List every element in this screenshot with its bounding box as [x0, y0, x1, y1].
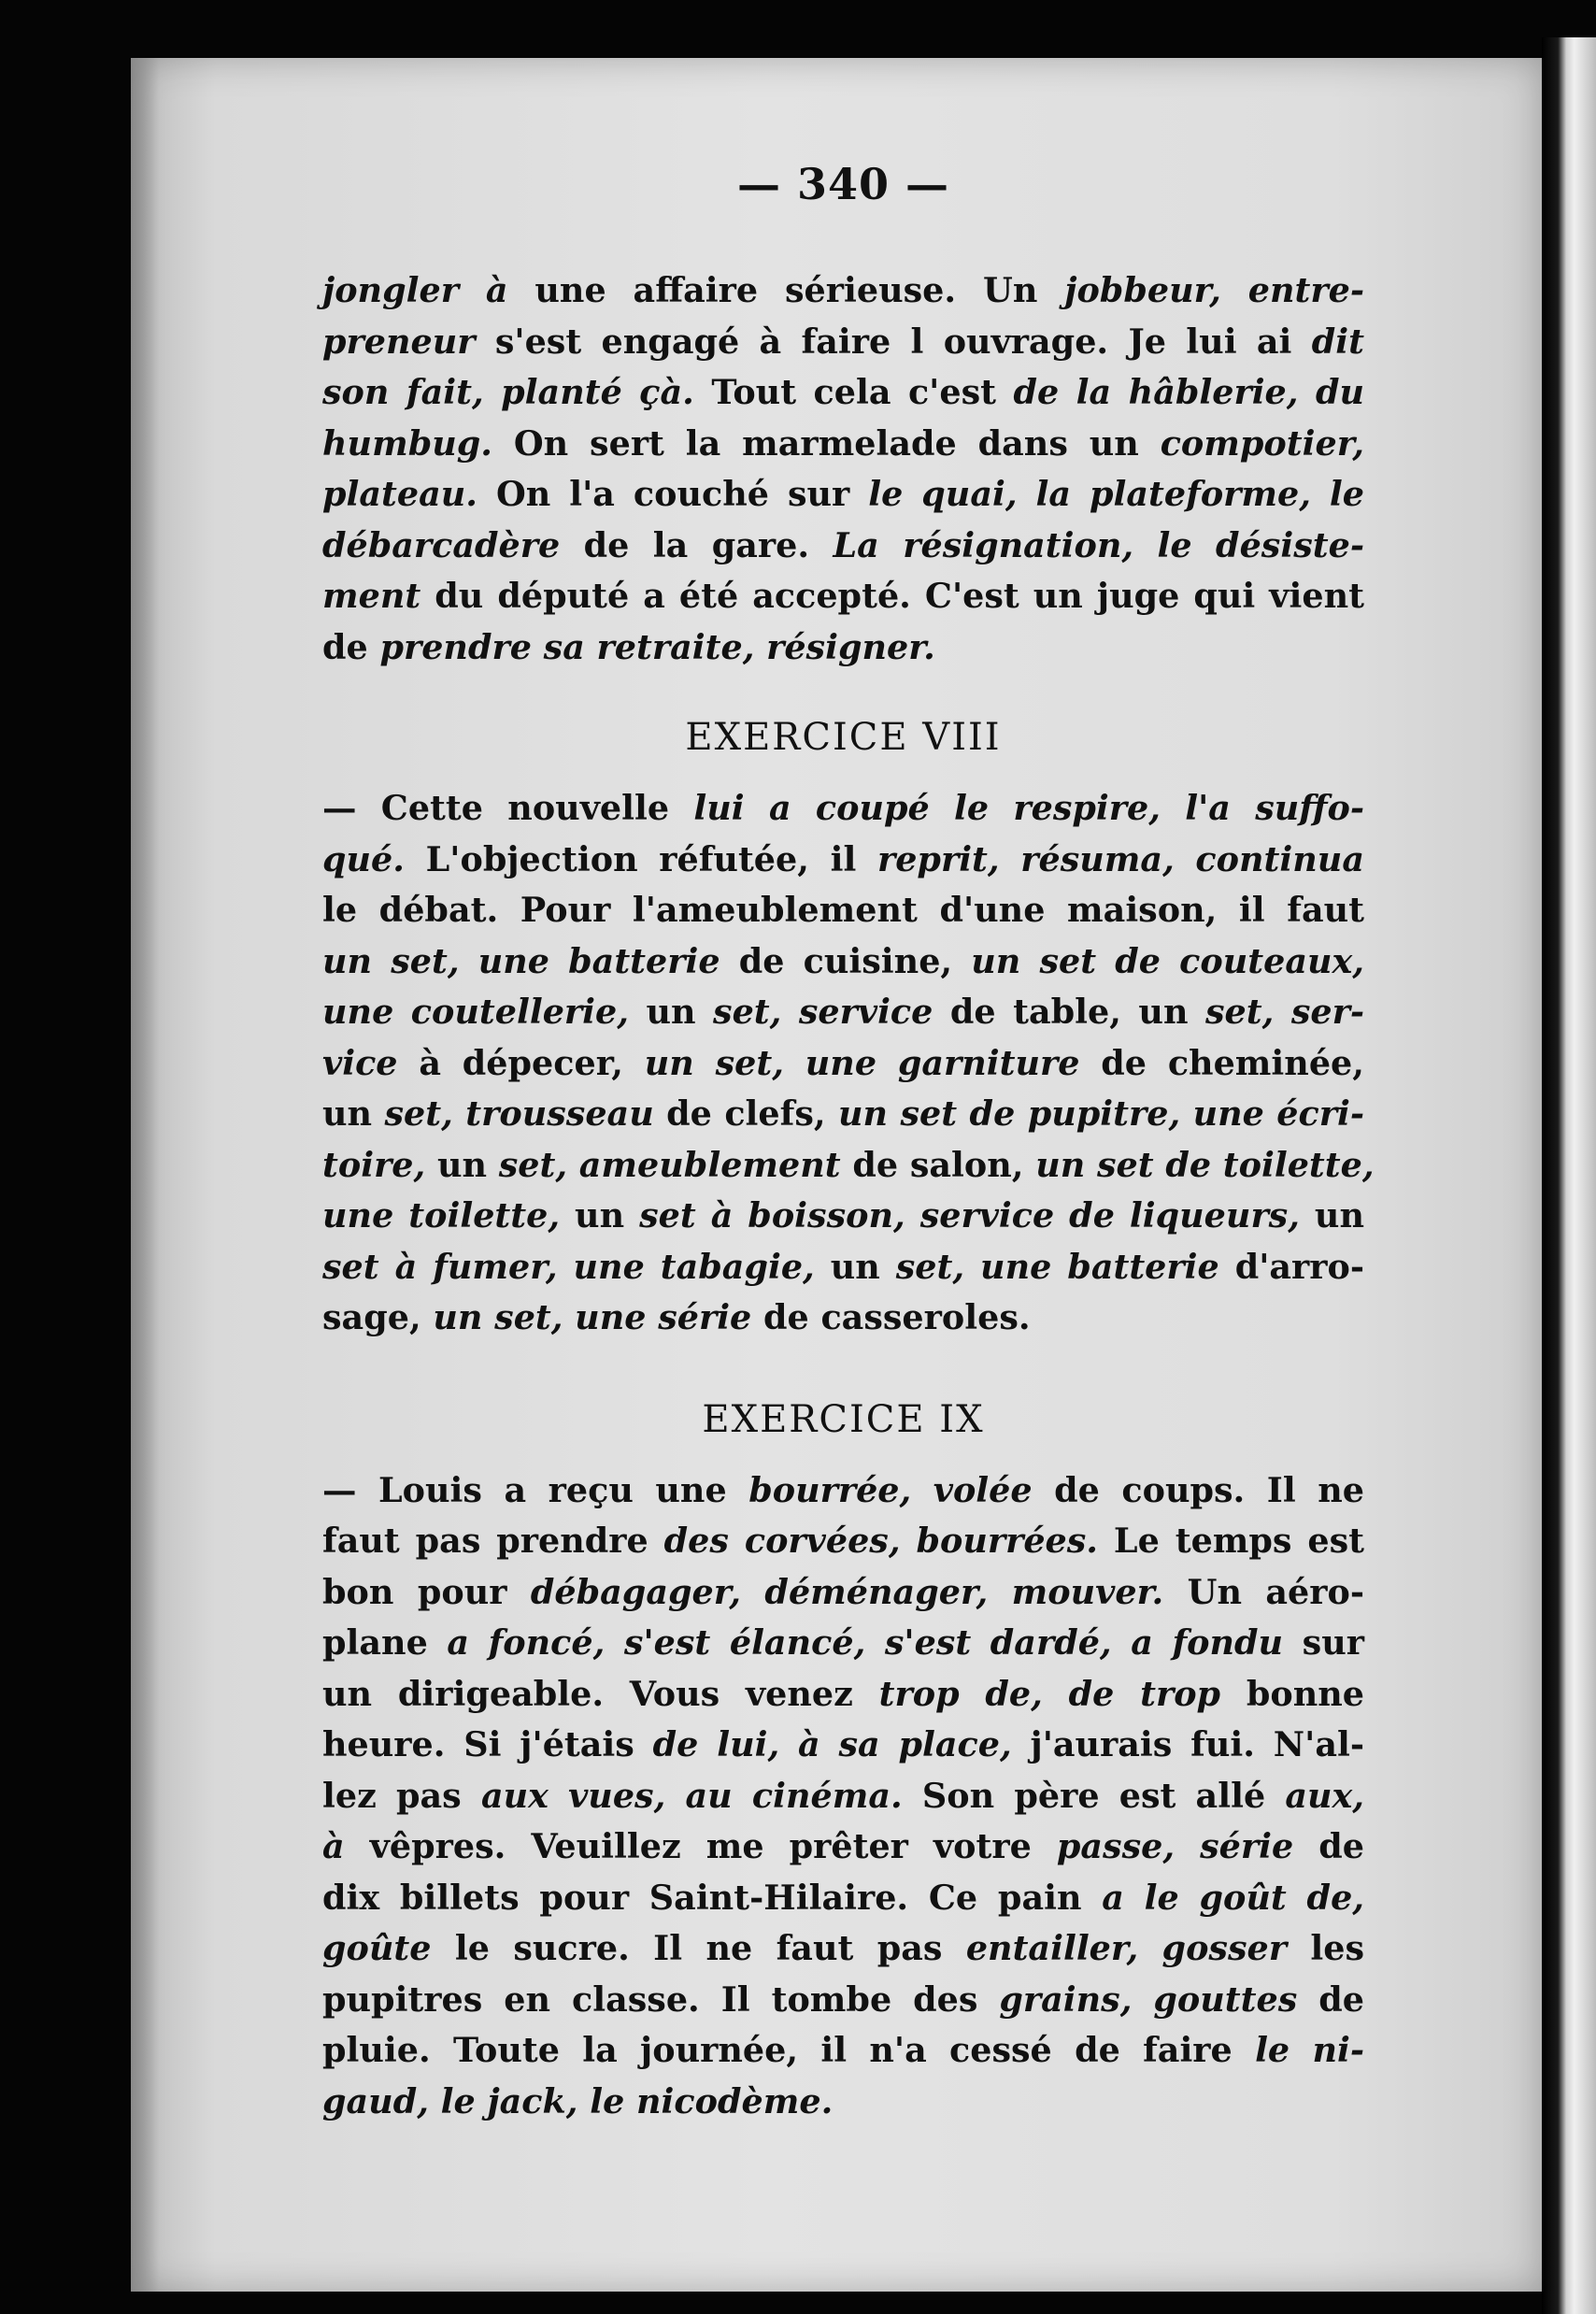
italic-term: goûte: [322, 1928, 432, 1968]
text-run: — Louis a reçu une: [322, 1469, 749, 1510]
text-line: [322, 2077, 1364, 2128]
paragraph-1: [322, 265, 1364, 673]
italic-term: humbug.: [322, 422, 492, 464]
italic-term: le quai, la plateforme, le: [868, 474, 1364, 514]
text-line: [322, 1516, 1364, 1567]
italic-term: une coutellerie,: [322, 992, 629, 1032]
text-line: [322, 622, 1364, 674]
italic-term: prendre sa retraite, résigner.: [379, 626, 935, 667]
text-run: — Cette nouvelle: [322, 788, 694, 828]
text-run: une affaire sérieuse. Un: [507, 270, 1065, 310]
text-line: [322, 571, 1364, 622]
text-run: de casseroles.: [751, 1297, 1031, 1337]
text-run: les: [1286, 1928, 1364, 1968]
italic-term: set, service: [713, 992, 933, 1032]
italic-term: aux,: [1285, 1775, 1365, 1816]
italic-term: de la hâblerie, du: [1013, 372, 1365, 412]
text-line: [322, 1720, 1364, 1771]
text-line: [322, 1089, 1364, 1140]
text-run: dix billets pour Saint-Hilaire. Ce pain: [322, 1877, 1103, 1918]
text-run: de: [1293, 1826, 1365, 1866]
italic-term: de lui, à sa place,: [652, 1724, 1012, 1764]
text-line: [322, 419, 1364, 470]
italic-term: bourrée, volée: [748, 1469, 1033, 1510]
text-run: vêpres. Veuillez me prêter votre: [344, 1826, 1057, 1866]
text-line: [322, 1465, 1364, 1517]
text-run: sur: [1283, 1622, 1364, 1663]
text-run: faut pas prendre: [322, 1521, 664, 1561]
exercise-8-heading: EXERCICE VIII: [685, 716, 1002, 759]
italic-term: entailler, gosser: [965, 1928, 1287, 1968]
paragraph-2: [322, 783, 1375, 1344]
italic-term: lui a coupé le respire, l'a suffo-: [693, 788, 1364, 828]
text-line: [322, 1567, 1364, 1619]
italic-term: vice: [322, 1042, 398, 1083]
italic-term: aux vues, au cinéma.: [480, 1775, 903, 1816]
text-line: [322, 1669, 1364, 1721]
text-line: [322, 317, 1364, 368]
italic-term: ment: [322, 576, 421, 616]
italic-term: grains, gouttes: [999, 1978, 1298, 2020]
italic-term: set à boisson, service de liqueurs,: [639, 1195, 1300, 1236]
text-line: [322, 2025, 1364, 2077]
text-run: le débat. Pour l'ameublement d'une maison, il faut: [322, 890, 1364, 930]
text-run: de table, un: [933, 992, 1205, 1032]
text-run: bon pour: [322, 1571, 531, 1612]
text-run: [459, 270, 486, 310]
italic-term: toire,: [322, 1144, 426, 1185]
page-left-shadow: [131, 58, 159, 2292]
text-run: de clefs,: [653, 1093, 839, 1134]
text-line: [322, 1975, 1364, 2026]
text-run: lez pas: [322, 1775, 481, 1816]
italic-term: un set, une batterie: [322, 940, 720, 981]
text-line: [322, 1293, 1364, 1344]
text-run: j'aurais fui. N'al-: [1011, 1724, 1364, 1764]
italic-term: trop de, de trop: [878, 1673, 1221, 1714]
text-line: [322, 835, 1364, 886]
text-run: un: [322, 1093, 385, 1134]
italic-term: à: [322, 1826, 345, 1866]
italic-term: une toilette,: [322, 1195, 561, 1236]
text-run: à dépecer,: [397, 1042, 645, 1083]
text-line: [322, 987, 1364, 1038]
text-run: Un aéro-: [1163, 1571, 1364, 1612]
text-run: Tout cela c'est: [693, 372, 1014, 412]
text-run: sage,: [322, 1297, 434, 1337]
text-run: Son père est allé: [902, 1775, 1286, 1816]
text-run: bonne: [1220, 1673, 1364, 1714]
italic-term: set, une batterie: [895, 1246, 1219, 1287]
italic-term: set, ameublement: [498, 1144, 841, 1185]
italic-term: La résignation, le désiste-: [833, 524, 1364, 565]
text-run: s'est engagé à faire l ouvrage. Je lui ai: [475, 321, 1312, 362]
text-run: un dirigeable. Vous venez: [322, 1673, 879, 1714]
text-run: de: [322, 626, 380, 667]
italic-term: compotier,: [1160, 422, 1364, 464]
italic-term: jobbeur, entre-: [1064, 270, 1364, 310]
text-run: du député a été accepté. C'est un juge qui vient: [420, 576, 1364, 616]
italic-term: le ni-: [1255, 2030, 1364, 2070]
italic-term: preneur: [322, 321, 476, 362]
italic-term: des corvées, bourrées.: [663, 1521, 1099, 1561]
text-run: de salon,: [840, 1144, 1036, 1185]
text-run: L'objection réfutée, il: [405, 838, 877, 879]
text-run: Le temps est: [1098, 1521, 1365, 1561]
text-run: de: [1297, 1978, 1364, 2020]
exercise-9-heading: EXERCICE IX: [702, 1397, 985, 1441]
text-run: un: [814, 1246, 896, 1287]
italic-term: à: [485, 270, 508, 310]
italic-term: a le goût de,: [1102, 1877, 1364, 1918]
italic-term: son fait, planté çà.: [322, 372, 694, 412]
text-run: le sucre. Il ne faut pas: [431, 1928, 966, 1968]
text-line: [322, 521, 1364, 572]
text-run: de coups. Il ne: [1032, 1469, 1364, 1510]
italic-term: un set de toilette,: [1035, 1144, 1375, 1185]
text-line: [322, 265, 1364, 317]
italic-term: un set, une garniture: [644, 1042, 1080, 1083]
text-run: pupitres en classe. Il tombe des: [322, 1978, 1000, 2020]
text-run: de cuisine,: [720, 940, 972, 981]
italic-term: jongler: [322, 270, 459, 310]
text-line: [322, 1618, 1364, 1669]
italic-term: gaud, le jack, le nicodème.: [322, 2080, 834, 2121]
italic-term: passe, série: [1056, 1826, 1294, 1866]
text-run: un: [1299, 1195, 1364, 1236]
paragraph-3: [322, 1465, 1364, 2128]
text-run: de la gare.: [560, 524, 834, 565]
text-line: [322, 885, 1364, 936]
page-content: [322, 159, 1375, 2127]
text-line: [322, 1242, 1364, 1293]
italic-term: reprit, résuma, continua: [876, 838, 1364, 879]
text-line: [322, 1873, 1364, 1924]
text-run: plane: [322, 1622, 448, 1663]
text-run: On sert la marmelade dans un: [492, 422, 1161, 464]
text-line: [322, 1923, 1364, 1975]
italic-term: plateau.: [322, 474, 478, 514]
italic-term: dit: [1311, 321, 1364, 362]
italic-term: a foncé, s'est élancé, s'est dardé, a fondu: [447, 1622, 1284, 1663]
text-run: pluie. Toute la journée, il n'a cessé de faire: [322, 2030, 1256, 2070]
italic-term: set, trousseau: [384, 1093, 654, 1134]
italic-term: un set de pupitre, une écri-: [838, 1093, 1364, 1134]
italic-term: qué.: [322, 838, 405, 879]
binding-edge: [1542, 37, 1596, 2314]
text-run: un: [425, 1144, 499, 1185]
italic-term: set, ser-: [1205, 992, 1364, 1032]
page-number: — 340 —: [736, 159, 950, 209]
italic-term: débagager, déménager, mouver.: [530, 1571, 1164, 1612]
text-run: heure. Si j'étais: [322, 1724, 653, 1764]
text-line: [322, 1191, 1364, 1242]
text-run: On l'a couché sur: [477, 474, 869, 514]
text-line: [322, 1140, 1375, 1192]
text-run: un: [560, 1195, 640, 1236]
text-line: [322, 1771, 1364, 1822]
italic-term: set à fumer, une tabagie,: [322, 1246, 815, 1287]
text-line: [322, 1038, 1364, 1090]
text-line: [322, 783, 1364, 835]
text-run: de cheminée,: [1079, 1042, 1364, 1083]
italic-term: un set, une série: [433, 1297, 752, 1337]
text-run: d'arro-: [1218, 1246, 1364, 1287]
text-line: [322, 469, 1364, 521]
text-line: [322, 367, 1364, 419]
text-line: [322, 1821, 1364, 1873]
italic-term: débarcadère: [322, 524, 561, 565]
italic-term: un set de couteaux,: [971, 940, 1364, 981]
text-line: [322, 936, 1364, 988]
text-run: un: [628, 992, 714, 1032]
